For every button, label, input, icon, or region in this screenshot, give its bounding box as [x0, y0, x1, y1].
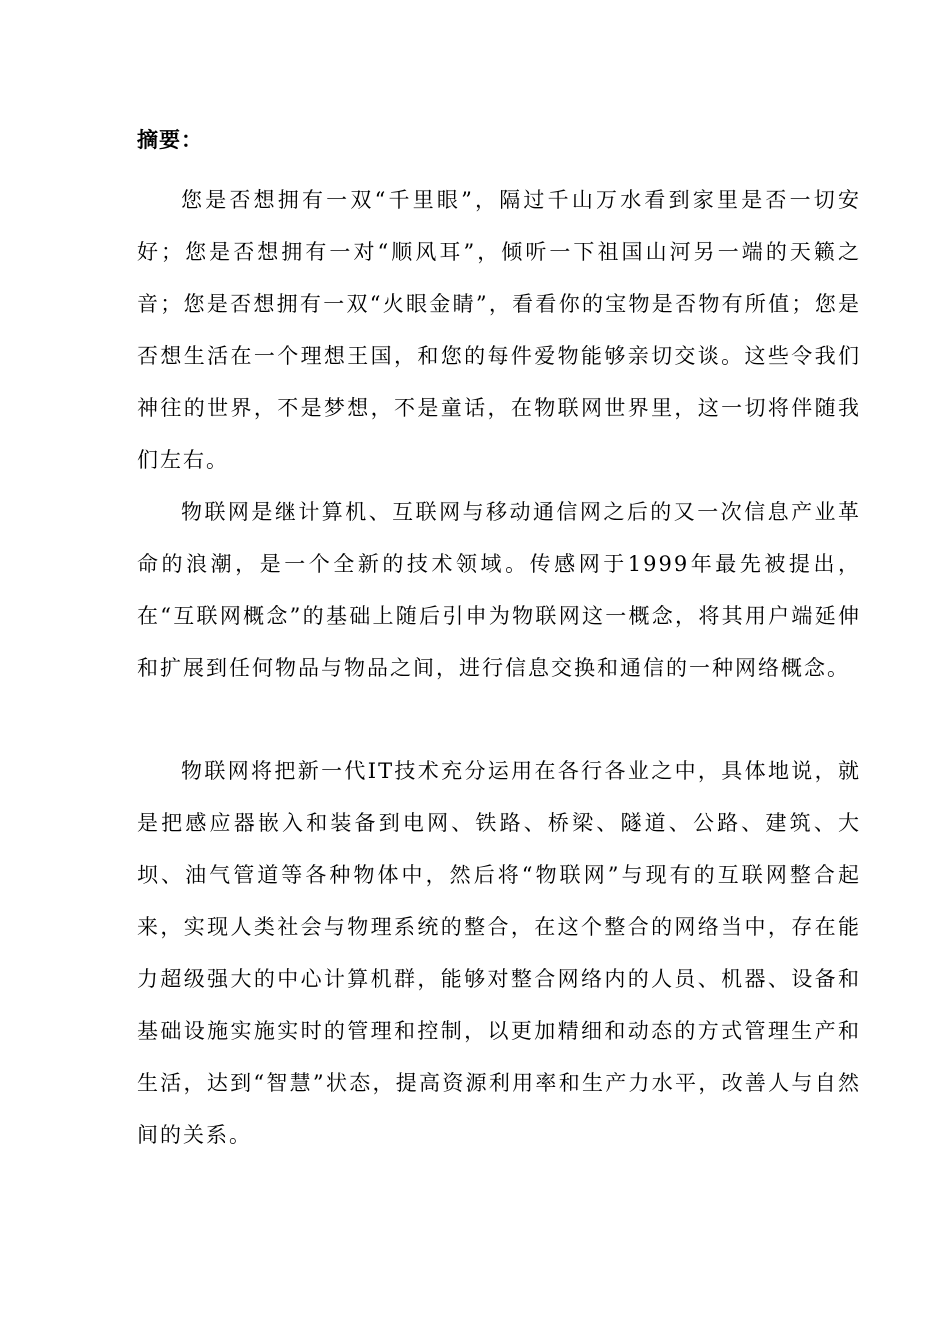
abstract-heading: 摘要：	[137, 127, 203, 152]
abstract-paragraph-1: 您是否想拥有一双“千里眼”，隔过千山万水看到家里是否一切安好；您是否想拥有一对“顺风耳”，倾听一下祖国山河另一端的天籁之音；您是否想拥有一双“火眼金睛”，看看你的宝物是否物有所值；您是否想生活在一个理想王国，和您的每件爱物能够亲切交谈。这些令我们神往的世界，不是梦想，不是童话，在物联网世界里，这一切将伴随我们左右。	[137, 188, 861, 472]
abstract-paragraph-2: 物联网是继计算机、互联网与移动通信网之后的又一次信息产业革命的浪潮，是一个全新的技术领域。传感网于1999年最先被提出，在“互联网概念”的基础上随后引申为物联网这一概念，将其用户端延伸和扩展到任何物品与物品之间，进行信息交换和通信的一种网络概念。	[137, 500, 861, 680]
abstract-paragraph-3: 物联网将把新一代IT技术充分运用在各行各业之中，具体地说，就是把感应器嵌入和装备到电网、铁路、桥梁、隧道、公路、建筑、大坝、油气管道等各种物体中，然后将“物联网”与现有的互联网整合起来，实现人类社会与物理系统的整合，在这个整合的网络当中，存在能力超级强大的中心计算机群，能够对整合网络内的人员、机器、设备和基础设施实施实时的管理和控制，以更加精细和动态的方式管理生产和生活，达到“智慧”状态，提高资源利用率和生产力水平，改善人与自然间的关系。	[137, 759, 861, 1147]
